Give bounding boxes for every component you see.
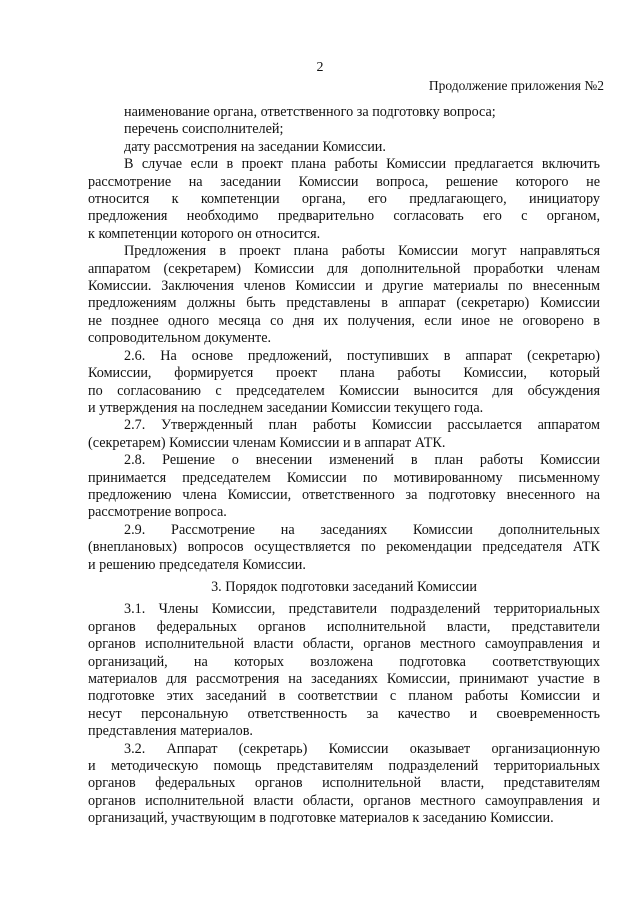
paragraph-line: органов исполнительной власти области, органов местного самоуправления и — [88, 636, 600, 653]
paragraph-line: органов федеральных органов исполнительной власти, представители — [88, 618, 600, 635]
paragraph-line: В случае если в проект плана работы Комиссии предлагается включить — [124, 156, 600, 173]
paragraph-line: рассмотрение вопроса. — [88, 504, 227, 521]
paragraph — [88, 243, 600, 347]
paragraph-line: (внеплановых) вопросов осуществляется по рекомендации председателя АТК — [88, 539, 600, 556]
paragraph-line: предложениям должны быть представлены в аппарат (секретарю) Комиссии — [88, 295, 600, 312]
paragraph-line: Комиссии, формируется проект плана работы Комиссии, который — [88, 365, 600, 382]
paragraph-line: 2.7. Утвержденный план работы Комиссии рассылается аппаратом — [124, 417, 600, 434]
list-block — [88, 104, 600, 156]
paragraph-line: организаций, на которых возложена подготовка соответствующих — [88, 653, 600, 670]
paragraph — [88, 601, 600, 740]
section-heading: 3. Порядок подготовки заседаний Комиссии — [211, 578, 477, 595]
paragraph-line: 2.8. Решение о внесении изменений в план работы Комиссии — [124, 452, 600, 469]
paragraph-line: и решению председателя Комиссии. — [88, 556, 306, 573]
paragraph — [88, 156, 600, 243]
paragraphs-block — [88, 156, 600, 574]
paragraph-line: Комиссии. Заключения членов Комиссии и другие материалы по внесенным — [88, 278, 600, 295]
page-number: 2 — [316, 60, 324, 75]
document-body — [88, 104, 600, 828]
paragraph-line: относится к компетенции органа, его предлагающего, инициатору — [88, 191, 600, 208]
paragraph-line: Предложения в проект плана работы Комиссии могут направляться — [124, 243, 600, 260]
paragraph-line: 2.6. На основе предложений, поступивших в аппарат (секретарю) — [124, 347, 600, 364]
list-item: наименование органа, ответственного за подготовку вопроса; — [124, 104, 496, 120]
paragraph-line: материалов для рассмотрения на заседаниях Комиссии, принимают участие в — [88, 671, 600, 687]
paragraph-line: органов исполнительной власти области, органов местного самоуправления и — [88, 792, 600, 809]
paragraph — [88, 522, 600, 574]
paragraph-line: органов федеральных органов исполнительной власти, представителям — [88, 775, 600, 792]
paragraph-line: рассмотрение на заседании Комиссии вопроса, решение которого не — [88, 173, 600, 190]
paragraph — [88, 741, 600, 828]
list-item: перечень соисполнителей; — [124, 121, 284, 138]
paragraph-line: несут персональную ответственность за качество и своевременность — [88, 705, 600, 722]
appendix-label: Продолжение приложения №2 — [428, 78, 604, 93]
section-paragraphs-block — [88, 601, 600, 827]
paragraph-line: аппаратом (секретарем) Комиссии для дополнительной проработки членам — [88, 260, 600, 277]
paragraph-line: 3.2. Аппарат (секретарь) Комиссии оказывает организационную — [124, 740, 600, 757]
paragraph-line: к компетенции которого он относится. — [88, 225, 321, 242]
paragraph-line: организаций, участвующим в подготовке материалов к заседанию Комиссии. — [88, 810, 554, 827]
paragraph-line: не позднее одного месяца со дня их получения, если иное не оговорено в — [88, 312, 600, 329]
paragraph-line: предложению члена Комиссии, ответственного за подготовку внесенного на — [88, 486, 600, 503]
paragraph-line: и методическую помощь представителям подразделений территориальных — [88, 758, 600, 775]
paragraph-line: представления материалов. — [88, 723, 253, 740]
paragraph-line: и утверждения на последнем заседании Комиссии текущего года. — [88, 399, 484, 416]
paragraph-line: подготовке этих заседаний в соответствии с планом работы Комиссии и — [88, 688, 600, 705]
paragraph — [88, 417, 600, 452]
paragraph-line: 3.1. Члены Комиссии, представители подразделений территориальных — [124, 601, 600, 618]
paragraph-line: (секретарем) Комиссии членам Комиссии и в аппарат АТК. — [88, 434, 446, 451]
paragraph-line: по согласованию с председателем Комиссии выносится для обсуждения — [88, 382, 600, 399]
paragraph — [88, 452, 600, 522]
paragraph-line: принимается председателем Комиссии по мотивированному письменному — [88, 469, 600, 486]
list-item: дату рассмотрения на заседании Комиссии. — [124, 138, 386, 155]
paragraph-line: предложения необходимо предварительно согласовать его с органом, — [88, 208, 600, 225]
paragraph-line: сопроводительном документе. — [88, 330, 272, 347]
paragraph-line: 2.9. Рассмотрение на заседаниях Комиссии дополнительных — [124, 521, 600, 538]
paragraph — [88, 348, 600, 418]
